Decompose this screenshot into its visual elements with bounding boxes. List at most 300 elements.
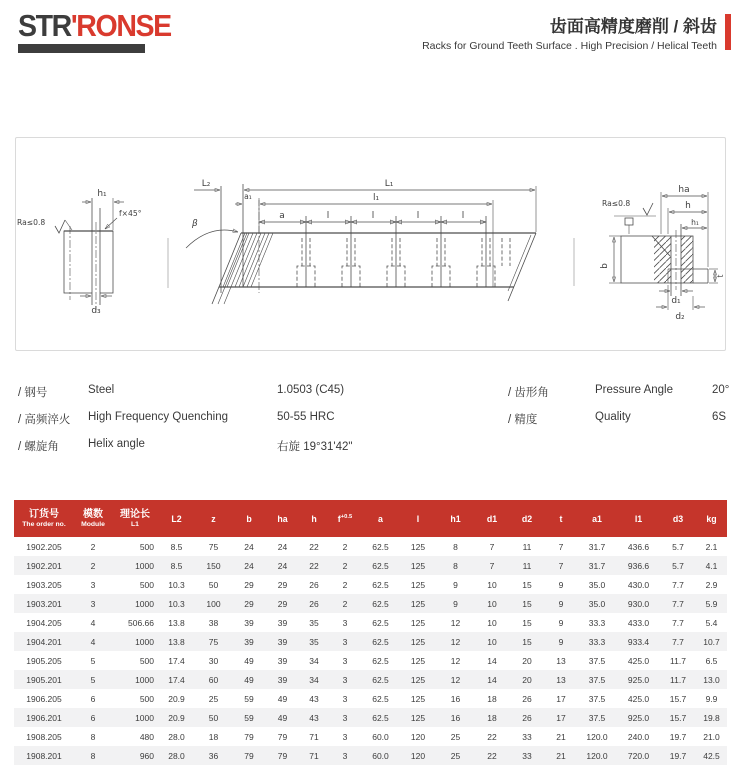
label-d3: d₃ [91, 306, 101, 316]
table-cell: 37.5 [588, 655, 606, 666]
table-cell: 15 [522, 579, 532, 590]
label-h: h [685, 201, 691, 211]
column-header-h: h [299, 500, 329, 537]
table-cell: 43 [309, 712, 319, 723]
table-cell: 7 [558, 560, 564, 571]
table-cell: 6 [90, 693, 96, 704]
table-cell: 10.3 [168, 579, 185, 590]
table-cell: 7.7 [672, 598, 684, 609]
table-cell: 39 [277, 674, 288, 685]
table-cell: 62.5 [372, 636, 389, 647]
table-cell: 62.5 [372, 674, 389, 685]
table-cell: 24 [277, 541, 288, 552]
table-cell: 39 [277, 636, 288, 647]
table-cell: 34 [309, 655, 319, 666]
table-cell: 79 [277, 750, 288, 761]
table-cell: 125 [410, 712, 426, 723]
table-cell: 17.4 [168, 655, 185, 666]
table-cell: 35 [309, 617, 319, 628]
column-header-sub: L1 [131, 520, 139, 528]
table-cell: 6 [90, 712, 96, 723]
column-header-a1: a1 [577, 500, 617, 537]
table-cell: 120.0 [586, 731, 608, 742]
table-cell: 18 [487, 712, 497, 723]
table-cell: 500 [139, 579, 154, 590]
label-ra: Ra≤0.8 [17, 218, 46, 227]
table-cell: 15.7 [669, 693, 687, 704]
table-cell: 933.4 [627, 636, 650, 647]
table-cell: 7 [558, 541, 564, 552]
table-cell: 1000 [135, 636, 154, 647]
table-cell: 100 [206, 598, 221, 609]
column-header-theoretical-length [112, 500, 158, 537]
label-l: l [371, 211, 375, 221]
table-cell: 2 [90, 560, 96, 571]
table-cell: 8 [90, 731, 96, 742]
table-cell: 19.7 [669, 750, 687, 761]
table-cell: 1902.201 [26, 560, 62, 571]
table-cell: 2.1 [705, 541, 718, 552]
spec-label-zh: / 高频淬火 [18, 414, 71, 426]
table-cell: 925.0 [627, 712, 650, 723]
table-cell: 3 [342, 636, 348, 647]
table-cell: 2 [342, 541, 348, 552]
table-cell: 1906.205 [26, 693, 62, 704]
label-L2: L₂ [201, 179, 211, 189]
table-cell: 10.3 [168, 598, 185, 609]
table-cell: 18 [208, 731, 219, 742]
title-accent-bar [725, 14, 731, 50]
table-row [14, 613, 727, 632]
table-cell: 62.5 [372, 541, 389, 552]
table-cell: 21.0 [703, 731, 720, 742]
table-cell: 1908.201 [26, 750, 62, 761]
table-cell: 17 [556, 712, 566, 723]
spec-value: 50-55 HRC [277, 411, 335, 423]
table-cell: 500 [139, 693, 154, 704]
table-cell: 125 [410, 598, 426, 609]
table-cell: 4.1 [705, 560, 718, 571]
spec-label-en: Quality [595, 411, 631, 423]
table-cell: 50 [208, 712, 219, 723]
table-cell: 120 [410, 731, 426, 742]
table-row [14, 575, 727, 594]
table-cell: 20 [522, 674, 532, 685]
table-cell: 9 [558, 598, 564, 609]
table-cell: 79 [244, 731, 254, 742]
table-cell: 71 [309, 731, 319, 742]
spec-label-zh: / 精度 [508, 414, 538, 426]
table-cell: 500 [139, 541, 154, 552]
label-a1: a₁ [244, 192, 252, 201]
surface-finish-icon [643, 203, 653, 215]
table-cell: 7 [489, 560, 495, 571]
table-cell: 75 [208, 541, 219, 552]
table-cell: 3 [342, 655, 348, 666]
table-cell: 35.0 [588, 579, 606, 590]
table-cell: 24 [277, 560, 288, 571]
table-cell: 19.8 [703, 712, 720, 723]
table-cell: 9.9 [705, 693, 718, 704]
table-cell: 8 [90, 750, 96, 761]
table-cell: 125 [410, 655, 426, 666]
table-cell: 5.4 [705, 617, 718, 628]
label-l: l [461, 211, 465, 221]
brand-logo [18, 10, 184, 53]
table-cell: 2 [90, 541, 96, 552]
table-cell: 22 [309, 541, 319, 552]
table-cell: 62.5 [372, 655, 389, 666]
table-row [14, 689, 727, 708]
spec-label-en: Helix angle [88, 438, 145, 450]
spec-value: 1.0503 (C45) [277, 384, 345, 396]
table-cell: 930.0 [627, 598, 650, 609]
table-cell: 26 [309, 579, 319, 590]
table-cell: 6.5 [705, 655, 718, 666]
column-header-ha: ha [266, 500, 299, 537]
label-t: t [716, 274, 725, 278]
table-cell: 38 [208, 617, 219, 628]
table-cell: 12 [450, 636, 461, 647]
table-cell: 1903.201 [26, 598, 62, 609]
table-cell: 35.0 [588, 598, 606, 609]
column-header-f: $f^{+0.5}$ [329, 500, 361, 537]
table-cell: 34 [309, 674, 319, 685]
table-cell: 430.0 [627, 579, 650, 590]
table-cell: 75 [208, 636, 219, 647]
table-cell: 433.0 [627, 617, 650, 628]
spec-label-en: Steel [88, 384, 115, 396]
table-cell: 4 [90, 617, 96, 628]
table-cell: 19.7 [669, 731, 687, 742]
table-cell: 79 [244, 750, 254, 761]
label-h1: h₁ [97, 189, 107, 199]
brand-logo-text [18, 10, 171, 41]
table-cell: 9 [558, 617, 564, 628]
table-cell: 5.7 [672, 541, 684, 552]
right-section-view [600, 185, 725, 322]
table-cell: 5 [90, 674, 96, 685]
table-cell: 62.5 [372, 712, 389, 723]
table-cell: 20.9 [168, 693, 185, 704]
page-title-block [422, 12, 717, 52]
table-cell: 37.5 [588, 674, 606, 685]
table-cell: 62.5 [372, 598, 389, 609]
column-header-zh: 模数 [83, 508, 103, 520]
column-header-l: l [400, 500, 436, 537]
label-L1: L₁ [384, 179, 394, 189]
column-header-sub: The order no. [22, 520, 66, 528]
table-cell: 425.0 [627, 655, 650, 666]
table-cell: 2 [342, 560, 348, 571]
table-cell: 24 [244, 541, 254, 552]
column-header-a: a [361, 500, 400, 537]
table-cell: 1906.201 [26, 712, 62, 723]
table-cell: 8 [453, 541, 458, 552]
table-cell: 20 [522, 655, 532, 666]
page-title-zh: 齿面高精度磨削 / 斜齿 [549, 17, 717, 36]
table-cell: 37.5 [588, 712, 606, 723]
table-cell: 720.0 [627, 750, 650, 761]
table-cell: 480 [139, 731, 154, 742]
table-cell: 49 [277, 712, 288, 723]
table-cell: 29 [244, 598, 254, 609]
table-cell: 59 [244, 712, 254, 723]
table-cell: 240.0 [627, 731, 650, 742]
table-cell: 79 [277, 731, 288, 742]
label-f45: f×45° [119, 209, 142, 218]
logo-underline-bar [18, 44, 145, 53]
table-cell: 37.5 [588, 693, 606, 704]
label-l: l [326, 211, 330, 221]
table-cell: 62.5 [372, 617, 389, 628]
table-cell: 1905.205 [26, 655, 62, 666]
table-cell: 506.66 [128, 617, 154, 628]
spec-value: 右旋 19°31'42" [277, 441, 353, 453]
table-cell: 20.9 [168, 712, 185, 723]
spec-value: 6S [712, 411, 727, 423]
table-cell: 39 [277, 617, 288, 628]
table-cell: 1000 [135, 598, 154, 609]
table-cell: 5 [90, 655, 96, 666]
column-header-l1: l1 [617, 500, 660, 537]
table-cell: 1903.205 [26, 579, 62, 590]
table-cell: 43 [309, 693, 319, 704]
table-cell: 2 [342, 579, 348, 590]
table-cell: 1904.201 [26, 636, 62, 647]
table-cell: 13 [556, 674, 566, 685]
table-cell: 25 [450, 731, 461, 742]
logo-red-part: 'RONSE [70, 8, 171, 43]
table-cell: 936.6 [627, 560, 650, 571]
label-a: a [279, 211, 285, 221]
spec-value: 20° [712, 384, 730, 396]
table-cell: 3 [90, 579, 96, 590]
table-cell: 62.5 [372, 579, 389, 590]
table-cell: 33.3 [588, 636, 606, 647]
table-cell: 11.7 [670, 655, 686, 666]
table-row [14, 594, 727, 613]
table-row [14, 556, 727, 575]
spec-label-zh: / 钢号 [18, 387, 48, 399]
table-cell: 500 [139, 655, 154, 666]
table-cell: 8 [453, 560, 458, 571]
spec-label-zh: / 齿形角 [508, 387, 549, 399]
column-header-order-no [14, 500, 74, 537]
table-cell: 925.0 [627, 674, 650, 685]
table-cell: 5.7 [672, 560, 684, 571]
table-cell: 39 [244, 617, 254, 628]
table-row [14, 651, 727, 670]
technical-drawing [16, 138, 725, 350]
table-cell: 21 [556, 731, 566, 742]
column-header-d1: d1 [475, 500, 509, 537]
column-header-b: b [232, 500, 266, 537]
table-cell: 26 [309, 598, 319, 609]
column-header-module [74, 500, 112, 537]
product-table [14, 500, 727, 765]
table-cell: 1000 [135, 674, 154, 685]
table-cell: 9 [453, 598, 458, 609]
table-cell: 15 [522, 598, 532, 609]
column-header-zh: 订货号 [29, 508, 59, 520]
table-cell: 1905.201 [26, 674, 62, 685]
table-cell: 71 [309, 750, 319, 761]
table-cell: 3 [90, 598, 96, 609]
table-cell: 3 [342, 712, 348, 723]
table-cell: 12 [450, 674, 461, 685]
table-cell: 39 [277, 655, 288, 666]
table-cell: 10 [487, 598, 497, 609]
table-cell: 120 [410, 750, 426, 761]
table-cell: 22 [487, 731, 497, 742]
table-cell: 33.3 [588, 617, 606, 628]
table-row [14, 632, 727, 651]
table-cell: 12 [450, 617, 461, 628]
table-cell: 60.0 [372, 731, 389, 742]
table-cell: 33 [522, 731, 532, 742]
table-cell: 125 [410, 560, 426, 571]
table-cell: 22 [487, 750, 497, 761]
table-row [14, 708, 727, 727]
table-cell: 22 [309, 560, 319, 571]
table-cell: 49 [244, 674, 254, 685]
table-cell: 436.6 [627, 541, 650, 552]
table-row [14, 727, 727, 746]
table-cell: 3 [342, 674, 348, 685]
table-cell: 25 [208, 693, 219, 704]
table-cell: 28.0 [168, 731, 185, 742]
table-cell: 3 [342, 731, 348, 742]
page-title-en: Racks for Ground Teeth Surface . High Precision / Helical Teeth [422, 40, 717, 52]
label-b: b [600, 263, 610, 269]
table-cell: 12 [450, 655, 461, 666]
table-cell: 15 [522, 636, 532, 647]
spec-label-en: Pressure Angle [595, 384, 673, 396]
spec-label-zh: / 螺旋角 [18, 441, 59, 453]
table-cell: 7.7 [672, 636, 684, 647]
table-cell: 15.7 [669, 712, 687, 723]
table-cell: 5.9 [705, 598, 718, 609]
table-cell: 150 [206, 560, 221, 571]
table-cell: 10 [487, 617, 497, 628]
spec-row-helix-angle [0, 438, 741, 454]
label-ha: ha [678, 185, 690, 195]
table-cell: 16 [450, 712, 461, 723]
spec-row-quality [0, 411, 741, 427]
table-cell: 60.0 [372, 750, 389, 761]
table-cell: 24 [244, 560, 254, 571]
table-cell: 31.7 [588, 560, 606, 571]
table-cell: 17.4 [168, 674, 185, 685]
table-cell: 2 [342, 598, 348, 609]
logo-dark-part: STR [18, 8, 71, 43]
table-cell: 16 [450, 693, 461, 704]
table-cell: 49 [277, 693, 288, 704]
column-header-t: t [545, 500, 577, 537]
column-header-d2: d2 [509, 500, 545, 537]
table-cell: 26 [522, 693, 532, 704]
table-cell: 9 [558, 636, 564, 647]
surface-finish-icon [55, 220, 65, 233]
table-cell: 39 [244, 636, 254, 647]
label-d1: d₁ [671, 296, 681, 306]
table-row [14, 670, 727, 689]
table-cell: 10.7 [703, 636, 720, 647]
technical-drawing-box [15, 137, 726, 351]
table-cell: 28.0 [168, 750, 185, 761]
table-cell: 9 [453, 579, 458, 590]
table-cell: 1908.205 [26, 731, 62, 742]
column-header-kg: kg [696, 500, 727, 537]
column-header-z: z [195, 500, 232, 537]
table-cell: 3 [342, 750, 348, 761]
table-cell: 36 [208, 750, 219, 761]
spec-row-pressure-angle [0, 384, 741, 400]
table-cell: 1904.205 [26, 617, 62, 628]
table-body [14, 537, 727, 765]
label-l1: l₁ [372, 193, 380, 203]
column-header-sub: Module [81, 520, 105, 528]
table-cell: 30 [208, 655, 219, 666]
table-cell: 13.8 [168, 636, 185, 647]
table-cell: 21 [556, 750, 566, 761]
table-cell: 18 [487, 693, 497, 704]
table-cell: 125 [410, 541, 426, 552]
label-beta: β [192, 219, 198, 229]
table-cell: 8.5 [170, 560, 183, 571]
label-d2: d₂ [675, 312, 685, 322]
column-header-h1: h1 [436, 500, 475, 537]
table-cell: 35 [309, 636, 319, 647]
table-cell: 4 [90, 636, 96, 647]
table-row [14, 746, 727, 765]
table-header-row [14, 500, 727, 537]
column-header-d3: d3 [660, 500, 696, 537]
table-cell: 42.5 [703, 750, 720, 761]
table-cell: 13.8 [168, 617, 185, 628]
table-cell: 960 [139, 750, 154, 761]
table-cell: 125 [410, 636, 426, 647]
table-cell: 7.7 [672, 617, 684, 628]
table-cell: 14 [487, 674, 497, 685]
table-cell: 13.0 [703, 674, 720, 685]
table-cell: 120.0 [586, 750, 608, 761]
table-cell: 2.9 [705, 579, 718, 590]
label-h1: h₁ [691, 218, 699, 227]
table-cell: 125 [410, 579, 426, 590]
rack-side-view [186, 179, 536, 304]
table-cell: 7 [489, 541, 495, 552]
label-ra: Ra≤0.8 [602, 199, 631, 208]
left-end-view [17, 189, 142, 316]
table-cell: 1000 [135, 712, 154, 723]
table-cell: 59 [244, 693, 254, 704]
column-header-L2: L2 [158, 500, 195, 537]
table-cell: 1000 [135, 560, 154, 571]
table-cell: 10 [487, 636, 497, 647]
table-cell: 33 [522, 750, 532, 761]
table-cell: 125 [410, 617, 426, 628]
table-cell: 11 [522, 560, 532, 571]
table-cell: 11 [522, 541, 532, 552]
table-cell: 13 [556, 655, 566, 666]
table-cell: 425.0 [627, 693, 650, 704]
table-cell: 10 [487, 579, 497, 590]
table-cell: 29 [277, 579, 288, 590]
table-cell: 50 [208, 579, 219, 590]
column-header-zh: 理论长 [120, 508, 150, 520]
